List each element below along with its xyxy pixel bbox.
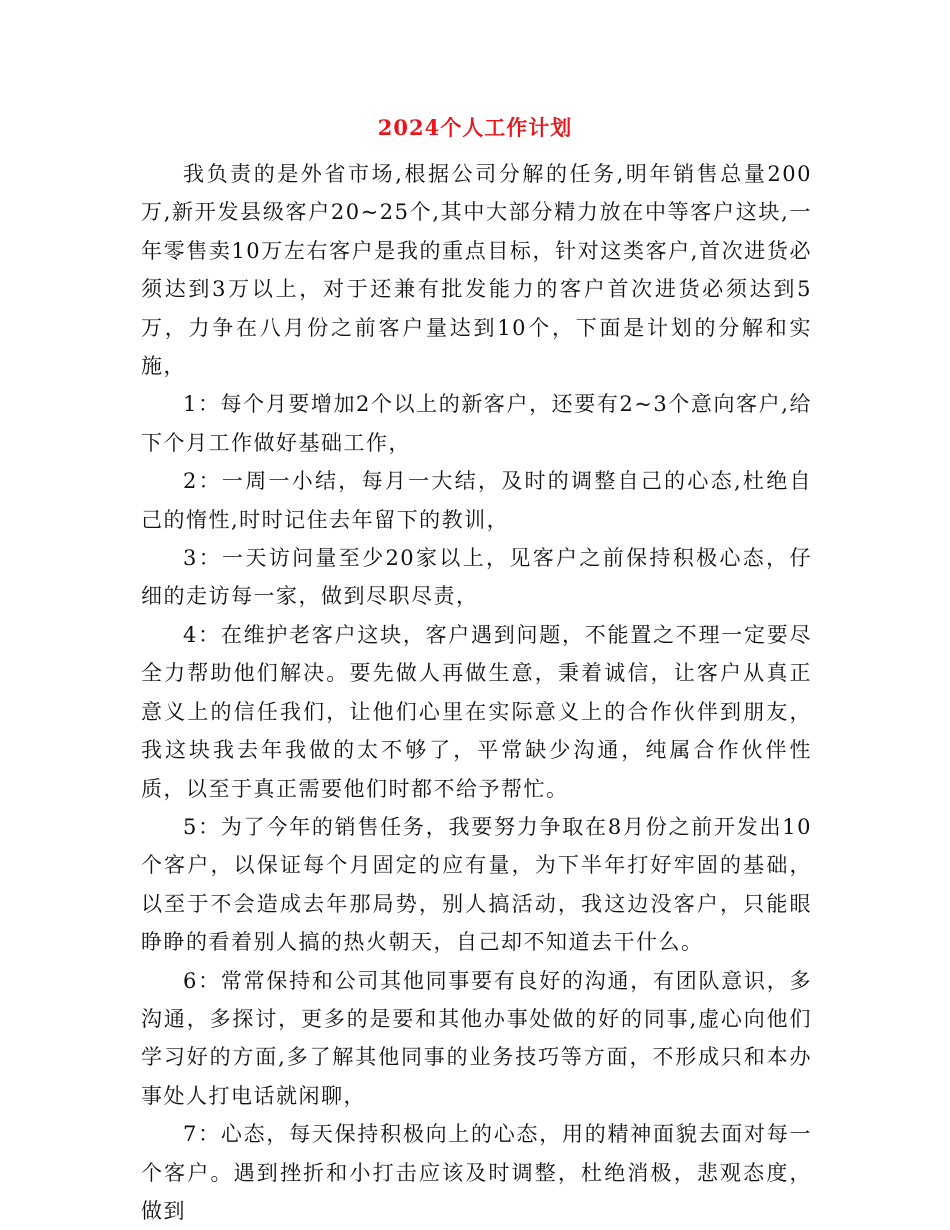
plan-item-2: 2：一周一小结，每月一大结，及时的调整自己的心态,杜绝自己的惰性,时时记住去年留下的教训， xyxy=(141,469,812,532)
intro-paragraph: 我负责的是外省市场,根据公司分解的任务,明年销售总量200万,新开发县级客户20~25个,其中大部分精力放在中等客户这块,一年零售卖10万左右客户是我的重点目标，针对这类客户,首次进货必须达到3万以上，对于还兼有批发能力的客户首次进货必须达到5万，力争在八月份之前客户量达到10个，下面是计划的分解和实施， xyxy=(141,162,812,379)
document-title: 2024个人工作计划 xyxy=(377,115,573,140)
plan-item-6: 6：常常保持和公司其他同事要有良好的沟通，有团队意识，多沟通，多探讨，更多的是要和其他办事处做的好的同事,虚心向他们学习好的方面,多了解其他同事的业务技巧等方面，不形成只和本办事处人打电话就闲聊， xyxy=(141,968,812,1108)
plan-item-5: 5：为了今年的销售任务，我要努力争取在8月份之前开发出10个客户，以保证每个月固定的应有量，为下半年打好牢固的基础，以至于不会造成去年那局势，别人搞活动，我这边没客户，只能眼睁睁的看着别人搞的热火朝天，自己却不知道去干什么。 xyxy=(141,814,812,955)
plan-item-3: 3：一天访问量至少20家以上，见客户之前保持积极心态，仔细的走访每一家，做到尽职尽责， xyxy=(141,546,812,609)
plan-item-7: 7：心态，每天保持积极向上的心态，用的精神面貌去面对每一个客户。遇到挫折和小打击应该及时调整，杜绝消极，悲观态度，做到 xyxy=(141,1122,812,1223)
document-body xyxy=(141,155,812,1230)
plan-item-1: 1：每个月要增加2个以上的新客户，还要有2~3个意向客户,给下个月工作做好基础工作， xyxy=(141,392,812,455)
plan-item-4: 4：在维护老客户这块，客户遇到问题，不能置之不理一定要尽全力帮助他们解决。要先做人再做生意，秉着诚信，让客户从真正意义上的信任我们，让他们心里在实际意义上的合作伙伴到朋友，我这块我去年我做的太不够了，平常缺少沟通，纯属合作伙伴性质，以至于真正需要他们时都不给予帮忙。 xyxy=(141,622,812,801)
